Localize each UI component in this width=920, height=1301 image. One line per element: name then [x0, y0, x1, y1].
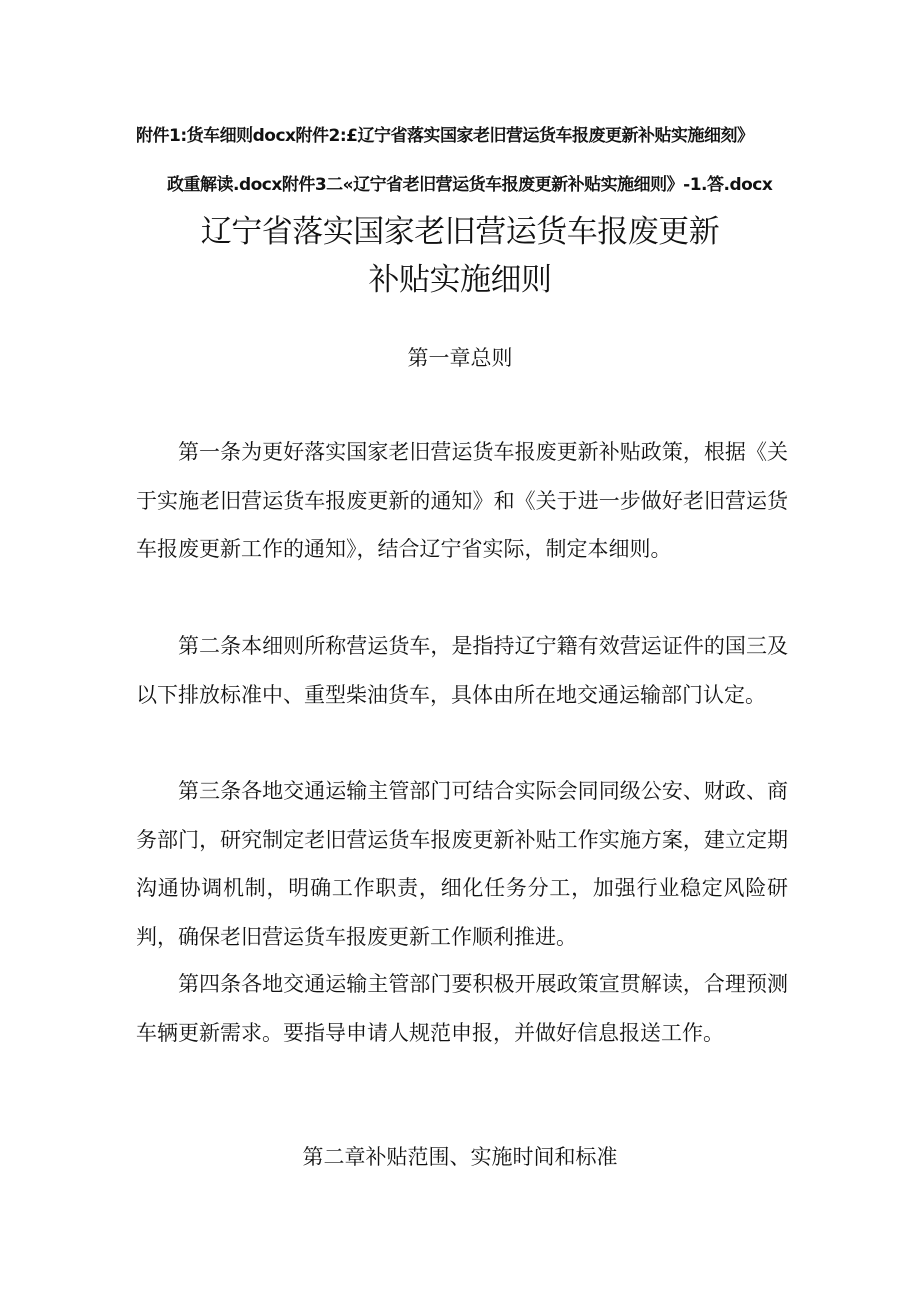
- attachment-header-line-2: 政重解读.docx附件3二«辽宁省老旧营运货车报废更新补贴实施细则》-1.答.docx: [167, 175, 773, 195]
- chapter-heading-1: 第一章总则: [407, 346, 513, 370]
- article-3-paragraph: 第三条各地交通运输主管部门可结合实际会同同级公安、财政、商务部门，研究制定老旧营运货车报废更新补贴工作实施方案，建立定期沟通协调机制，明确工作职责，细化任务分工，加强行业稳定风险研判，确保老旧营运货车报废更新工作顺利推进。: [136, 779, 788, 949]
- chapter-heading-2: 第二章补贴范围、实施时间和标准: [302, 1145, 618, 1169]
- article-4-paragraph: 第四条各地交通运输主管部门要积极开展政策宣贯解读，合理预测车辆更新需求。要指导申请人规范申报，并做好信息报送工作。: [136, 972, 788, 1045]
- article-2-paragraph: 第二条本细则所称营运货车，是指持辽宁籍有效营运证件的国三及以下排放标准中、重型柴油货车，具体由所在地交通运输部门认定。: [136, 634, 788, 707]
- document-title-line-1: 辽宁省落实国家老旧营运货车报废更新: [200, 214, 720, 250]
- document-title-line-2: 补贴实施细则: [368, 262, 552, 298]
- article-1-paragraph: 第一条为更好落实国家老旧营运货车报废更新补贴政策，根据《关于实施老旧营运货车报废更新的通知》和《关于进一步做好老旧营运货车报废更新工作的通知》，结合辽宁省实际，制定本细则。: [136, 440, 788, 561]
- attachment-header-line-1: 附件1:货车细则docx附件2:£辽宁省落实国家老旧营运货车报废更新补贴实施细刻》: [136, 126, 754, 146]
